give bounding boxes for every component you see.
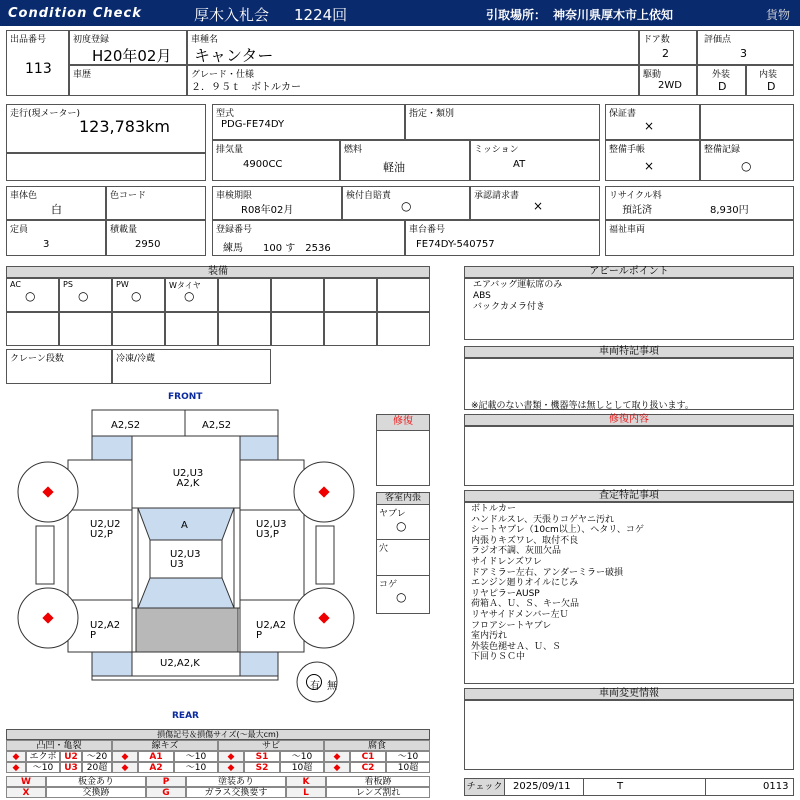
- inspector-line: エンジン廻りオイルにじみ: [471, 578, 579, 589]
- condition-check-title: Condition Check: [8, 6, 142, 21]
- equipment-cell: [377, 278, 430, 312]
- first-reg-cell: 初度登録 H20年02月: [69, 30, 187, 65]
- welfare-cell: 福祉車両: [605, 220, 794, 256]
- reg-no-cell: 登録番号 練馬 100 す 2536: [212, 220, 405, 256]
- chassis: FE74DY-540757: [416, 239, 495, 250]
- header-bar: [0, 0, 800, 26]
- legend-label: ガラス交換要す: [186, 787, 286, 798]
- tear-value: ○: [396, 519, 407, 533]
- legend-size: 〜10: [280, 751, 324, 762]
- appeal-box: [464, 278, 794, 340]
- cabin-box: [376, 492, 430, 614]
- score-cell: 評価点 3: [697, 30, 794, 65]
- equipment-value: ○: [131, 289, 142, 303]
- displacement-cell: 排気量 4900CC: [212, 140, 340, 181]
- appeal-lines: [473, 280, 562, 313]
- legend-code: W: [6, 776, 46, 787]
- legend-group: 線キズ: [112, 740, 218, 751]
- pickup-label: 引取場所：: [486, 8, 547, 22]
- mileage-sub-cell: [6, 153, 206, 181]
- legend-code: U2: [60, 751, 82, 762]
- approval: ×: [533, 199, 544, 213]
- displacement: 4900CC: [243, 159, 283, 170]
- inspector-line: 荷箱Ａ、Ｕ、Ｓ、キー欠品: [471, 599, 580, 610]
- exterior-cell: 外装 D: [697, 65, 746, 96]
- legend-group: 腐食: [324, 740, 430, 751]
- reg-no: 練馬 100 す 2536: [223, 243, 331, 254]
- car-name: キャンター: [194, 46, 274, 65]
- color-code-cell: 色コード: [106, 186, 206, 220]
- mark-hood: U2,U3 A2,K: [172, 468, 204, 489]
- burn-label: コゲ: [379, 580, 398, 590]
- legend-size: 〜10: [174, 762, 218, 773]
- legend-title: 損傷記号＆損傷サイズ(〜最大cm): [6, 729, 430, 740]
- drive-cell: 駆動 2WD: [639, 65, 697, 96]
- legend-symbol: ◆: [324, 751, 350, 762]
- lot-number-cell: 出品番号 113: [6, 30, 69, 96]
- legend-symbol: ◆: [112, 762, 138, 773]
- equipment-cell: [59, 312, 112, 346]
- legend-label: 板金あり: [46, 776, 146, 787]
- legend-size: 〜20: [82, 751, 112, 762]
- freezer-cell: 冷凍/冷蔵: [112, 349, 271, 384]
- rear-label: REAR: [172, 711, 199, 721]
- equipment-cell: [377, 312, 430, 346]
- inspector-line: ドアミラー左右、アンダーミラー破損: [471, 567, 624, 578]
- inspector-line: フロアシートヤブレ: [471, 620, 552, 631]
- equipment-value: ○: [184, 289, 195, 303]
- legend-symbol: ◆: [324, 762, 350, 773]
- body-color-cell: 車体色 白: [6, 186, 106, 220]
- crane-cell: クレーン段数: [6, 349, 112, 384]
- inspector-line: 下回りＳＣ中: [471, 652, 526, 663]
- chassis-cell: 車台番号 FE74DY-540757: [405, 220, 600, 256]
- warranty-cell: 保証書 ×: [605, 104, 700, 140]
- equipment-cell: [112, 278, 165, 312]
- legend-code: L: [286, 787, 326, 798]
- mark-rear-bumper: U2,A2,K: [160, 658, 200, 669]
- equipment-label: Wタイヤ: [169, 281, 201, 290]
- equipment-cell: [59, 278, 112, 312]
- mark-right-front-door: U2,U3 U3,P: [256, 519, 287, 540]
- spare-yes: 有: [310, 681, 320, 692]
- doors: 2: [662, 47, 669, 60]
- legend-code: A2: [138, 762, 174, 773]
- burn-value: ○: [396, 590, 407, 604]
- equipment-cell: [324, 278, 377, 312]
- self-liability-cell: 検付自賠責 ○: [342, 186, 470, 220]
- equipment-label: AC: [10, 280, 21, 289]
- legend-code: K: [286, 776, 326, 787]
- lot-session: 1224回: [294, 6, 348, 24]
- cabin-label: 客室内張: [377, 493, 429, 505]
- legend-size: 〜10: [174, 751, 218, 762]
- recycle-status: 預託済: [622, 205, 652, 216]
- legend-size: 10超: [280, 762, 324, 773]
- check-date: 2025/09/11: [513, 781, 571, 792]
- equipment-cell: [6, 312, 59, 346]
- spare-no: 無: [327, 681, 337, 692]
- inspector-box: [464, 502, 794, 684]
- legend-code: X: [6, 787, 46, 798]
- first-reg: H20年02月: [92, 47, 172, 65]
- legend-label: 塗装あり: [186, 776, 286, 787]
- equipment-cell: [165, 312, 218, 346]
- repair-label: 修復: [377, 415, 429, 431]
- warranty: ×: [644, 119, 655, 133]
- capacity: 3: [43, 239, 50, 250]
- equipment-label: PS: [63, 280, 73, 289]
- exterior: D: [718, 80, 727, 93]
- category: 貨物: [766, 8, 791, 22]
- legend-code: A1: [138, 751, 174, 762]
- legend-size: 10超: [386, 762, 430, 773]
- doors-cell: ドア数 2: [639, 30, 697, 65]
- legend-group: サビ: [218, 740, 324, 751]
- record-cell: 整備記録 ○: [700, 140, 794, 181]
- body-color: 白: [51, 203, 62, 216]
- record: ○: [741, 159, 752, 173]
- inspector-line: ハンドルスレ、天張りコゲヤニ汚れ: [471, 514, 615, 525]
- legend-label: レンズ割れ: [326, 787, 430, 798]
- equipment-title: 装備: [6, 266, 430, 278]
- legend-code: S1: [244, 751, 280, 762]
- check-label: チェック: [465, 779, 505, 795]
- legend-label: 看板跡: [326, 776, 430, 787]
- hole-label: 穴: [379, 544, 389, 554]
- recycle-cell: リサイクル料 預託済 8,930円: [605, 186, 794, 220]
- capacity-cell: 定員 3: [6, 220, 106, 256]
- legend-label: エクボ: [26, 751, 60, 762]
- special-box: [464, 358, 794, 410]
- car-name-cell: 車種名 キャンター: [187, 30, 639, 65]
- recycle-amount: 8,930円: [710, 205, 749, 216]
- legend-label: 交換跡: [46, 787, 146, 798]
- mileage: 123,783km: [79, 117, 171, 136]
- auction-name: 厚木入札会: [194, 6, 270, 24]
- front-label: FRONT: [168, 392, 203, 402]
- equipment-cell: [6, 278, 59, 312]
- legend-size: 〜10: [386, 751, 430, 762]
- legend-label: 〜10: [26, 762, 60, 773]
- inspector-line: リヤサイドメンバー左Ｕ: [471, 609, 569, 620]
- mark-left-front-door: U2,U2 U2,P: [90, 519, 121, 540]
- equipment-cell: [165, 278, 218, 312]
- inspector-line: リヤピラーAUSP: [471, 588, 540, 599]
- drive: 2WD: [658, 80, 682, 91]
- appeal-line: ABS: [473, 291, 491, 301]
- legend-symbol: ◆: [218, 751, 244, 762]
- inspection-cell: 車検期限 R08年02月: [212, 186, 342, 220]
- repair-content-box: [464, 426, 794, 486]
- mark-roof: U2,U3 U3: [170, 549, 201, 570]
- model-cell: 型式 PDG-FE74DY: [212, 104, 405, 140]
- equipment-cell: [112, 312, 165, 346]
- mark-right-rear: U2,A2 P: [256, 620, 287, 641]
- change-title: 車両変更情報: [464, 688, 794, 700]
- footer-bar: [464, 778, 794, 796]
- inspection: R08年02月: [241, 205, 294, 216]
- change-box: [464, 700, 794, 770]
- spare-yes-circle: [306, 674, 322, 690]
- mileage-cell: 走行(現メーター) 123,783km: [6, 104, 206, 153]
- warranty-blank-cell: [700, 104, 794, 140]
- legend-symbol: ◆: [6, 762, 26, 773]
- legend-group: 凸凹・亀裂: [6, 740, 112, 751]
- equipment-cell: [271, 312, 324, 346]
- inspector-line: ボトルカー: [471, 504, 517, 514]
- inspector-line: 内張りキズワレ、取付不良: [471, 535, 579, 546]
- inspector-line: シートヤブレ（10cm以上）、ヘタリ、コゲ: [471, 525, 644, 536]
- mark-front-right: A2,S2: [202, 420, 232, 431]
- history-cell: 車歴: [69, 65, 187, 96]
- approval-cell: 承認請求書 ×: [470, 186, 600, 220]
- mark-front-left: A2,S2: [111, 420, 141, 431]
- legend-symbol: ◆: [6, 751, 26, 762]
- pickup-place: 神奈川県厚木市上依知: [553, 8, 674, 22]
- mission-cell: ミッション AT: [470, 140, 600, 181]
- legend-code: U3: [60, 762, 82, 773]
- mission: AT: [513, 159, 526, 170]
- legend-code: C1: [350, 751, 386, 762]
- equipment-cell: [271, 278, 324, 312]
- inspector-line: ラジオ不調、灰皿欠品: [471, 546, 562, 557]
- appeal-line: バックカメラ付き: [473, 302, 546, 312]
- equipment-cell: [218, 312, 271, 346]
- legend-size: 20超: [82, 762, 112, 773]
- inspector-lines: [471, 504, 644, 663]
- grade: ２．９５ｔ ボトルカー: [191, 82, 301, 93]
- special-note: ※記載のない書類・機器等は無しとして取り扱います。: [471, 401, 694, 411]
- manual: ×: [644, 159, 655, 173]
- inspector-line: 室内汚れ: [471, 631, 508, 642]
- equipment-cell: [324, 312, 377, 346]
- model: PDG-FE74DY: [221, 119, 285, 130]
- fuel-cell: 燃料 軽油: [340, 140, 470, 181]
- self-liability: ○: [401, 199, 412, 213]
- interior-cell: 内装 D: [746, 65, 794, 96]
- manual-cell: 整備手帳 ×: [605, 140, 700, 181]
- designation-cell: 指定・類別: [405, 104, 600, 140]
- legend-code: C2: [350, 762, 386, 773]
- check-mark: T: [617, 781, 624, 792]
- legend-code: P: [146, 776, 186, 787]
- repair-box: [376, 414, 430, 486]
- legend-symbol: ◆: [112, 751, 138, 762]
- appeal-line: エアバッグ運転席のみ: [473, 280, 563, 290]
- special-title: 車両特記事項: [464, 346, 794, 358]
- inspector-line: サイドレンズワレ: [471, 556, 542, 567]
- equipment-value: ○: [25, 289, 36, 303]
- appeal-title: アピールポイント: [464, 266, 794, 278]
- load-cell: 積載量 2950: [106, 220, 206, 256]
- fuel: 軽油: [383, 161, 405, 174]
- mark-left-rear: U2,A2 P: [90, 620, 121, 641]
- inspector-line: 外装色褪せＡ、Ｕ、Ｓ: [471, 641, 562, 652]
- inspector-title: 査定特記事項: [464, 490, 794, 502]
- score: 3: [740, 47, 747, 60]
- legend-symbol: ◆: [218, 762, 244, 773]
- load: 2950: [135, 239, 161, 250]
- equipment-label: PW: [116, 280, 129, 289]
- mark-windshield: A: [181, 520, 188, 531]
- footer-number: 0113: [763, 781, 789, 792]
- equipment-cell: [218, 278, 271, 312]
- lot-number: 113: [25, 61, 52, 77]
- grade-cell: グレード・仕様 ２．９５ｔ ボトルカー: [187, 65, 639, 96]
- repair-content-title: 修復内容: [464, 414, 794, 426]
- interior: D: [767, 80, 776, 93]
- legend-code: S2: [244, 762, 280, 773]
- tear-label: ヤブレ: [379, 509, 406, 519]
- legend-code: G: [146, 787, 186, 798]
- equipment-value: ○: [78, 289, 89, 303]
